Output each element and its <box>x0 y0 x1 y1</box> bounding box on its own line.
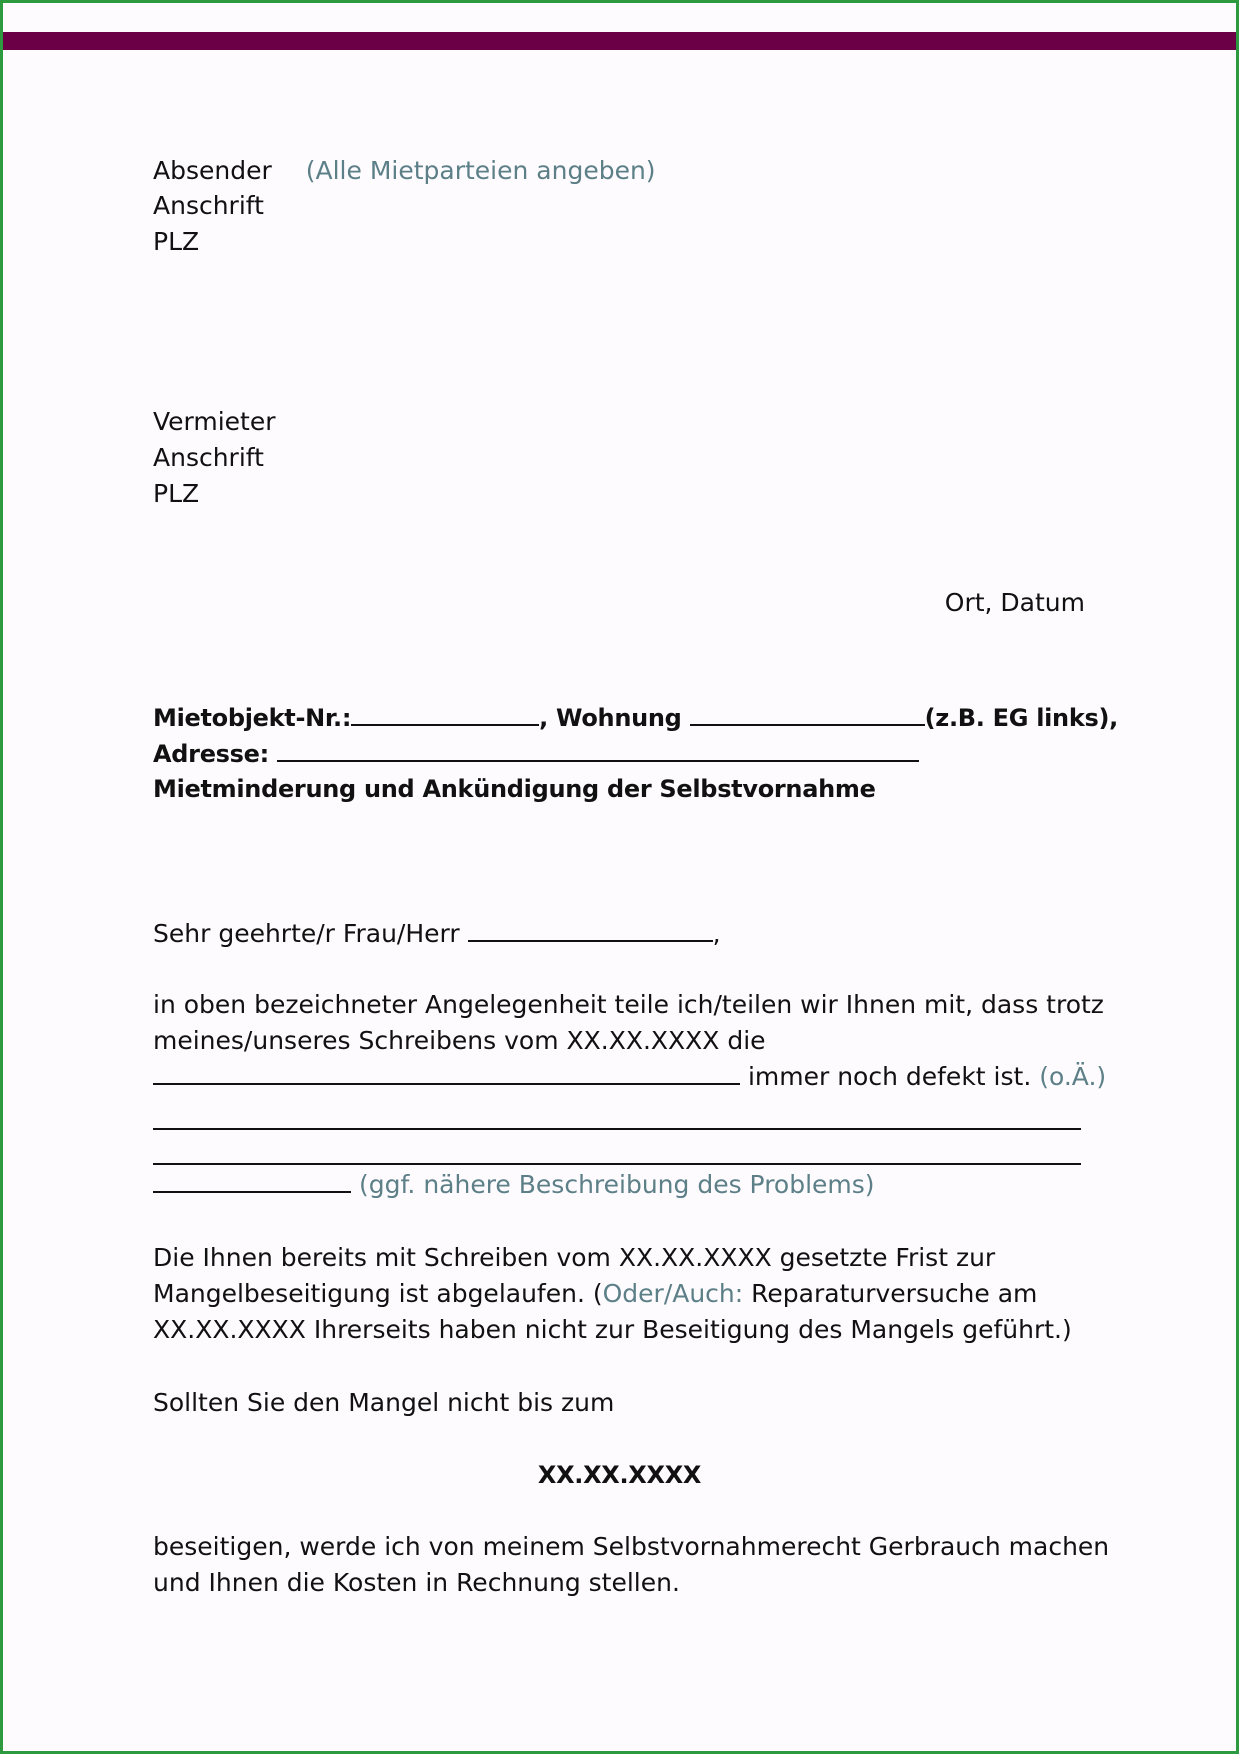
salutation-name-blank <box>468 918 713 942</box>
subject-address-line <box>153 737 919 771</box>
paragraph2-line2 <box>153 1277 1037 1311</box>
description-rule-2 <box>153 1163 1081 1165</box>
sender-label: Absender <box>153 156 272 185</box>
paragraph2-line1: Die Ihnen bereits mit Schreiben vom XX.XX.XXXX gesetzte Frist zur <box>153 1243 996 1272</box>
paragraph3-line1: Sollten Sie den Mangel nicht bis zum <box>153 1388 615 1417</box>
apartment-label: , Wohnung <box>539 704 690 732</box>
description-note: (ggf. nähere Beschreibung des Problems) <box>351 1170 875 1199</box>
salutation-comma: , <box>712 919 721 948</box>
apartment-blank <box>690 702 925 726</box>
paragraph4-line1: beseitigen, werde ich von meinem Selbstvornahmerecht Gerbrauch machen <box>153 1532 1110 1561</box>
paragraph2-line2-text: Mangelbeseitigung ist abgelaufen. ( <box>153 1279 603 1308</box>
deadline-date: XX.XX.XXXX <box>537 1461 702 1489</box>
paragraph4-line2: und Ihnen die Kosten in Rechnung stellen. <box>153 1568 680 1597</box>
recipient-address: Anschrift <box>153 443 264 472</box>
paragraph2-line3: XX.XX.XXXX Ihrerseits haben nicht zur Beseitigung des Mangels geführt.) <box>153 1315 1072 1344</box>
paragraph2-line2-rest: Reparaturversuche am <box>743 1279 1038 1308</box>
salutation-line <box>153 917 721 951</box>
object-number-blank <box>351 702 539 726</box>
sender-zip: PLZ <box>153 227 200 256</box>
sender-note: (Alle Mietparteien angeben) <box>305 156 656 185</box>
defect-item-blank <box>153 1061 740 1085</box>
description-blank <box>153 1169 351 1193</box>
paragraph1-line3 <box>153 1060 1106 1094</box>
subject-title: Mietminderung und Ankündigung der Selbstvornahme <box>153 775 876 803</box>
sender-label-line <box>153 154 656 188</box>
place-date: Ort, Datum <box>944 588 1085 617</box>
paragraph1-line1: in oben bezeichneter Angelegenheit teile ich/teilen wir Ihnen mit, dass trotz <box>153 990 1104 1019</box>
subject-address-blank <box>277 738 919 762</box>
accent-bar <box>3 32 1236 50</box>
recipient-zip: PLZ <box>153 479 200 508</box>
subject-address-label: Adresse: <box>153 740 277 768</box>
defect-text: immer noch defekt ist. <box>740 1062 1040 1091</box>
defect-note: (o.Ä.) <box>1039 1062 1107 1091</box>
recipient-label: Vermieter <box>153 407 276 436</box>
subject-object-line <box>153 701 1118 735</box>
paragraph1-line6 <box>153 1168 875 1202</box>
apartment-example: (z.B. EG links), <box>924 704 1118 732</box>
paragraph2-note: Oder/Auch: <box>602 1279 744 1308</box>
paragraph1-line2: meines/unseres Schreibens vom XX.XX.XXXX die <box>153 1026 766 1055</box>
sender-address: Anschrift <box>153 191 264 220</box>
description-rule-1 <box>153 1128 1081 1130</box>
object-number-label: Mietobjekt-Nr.: <box>153 704 352 732</box>
salutation-text: Sehr geehrte/r Frau/Herr <box>153 919 468 948</box>
